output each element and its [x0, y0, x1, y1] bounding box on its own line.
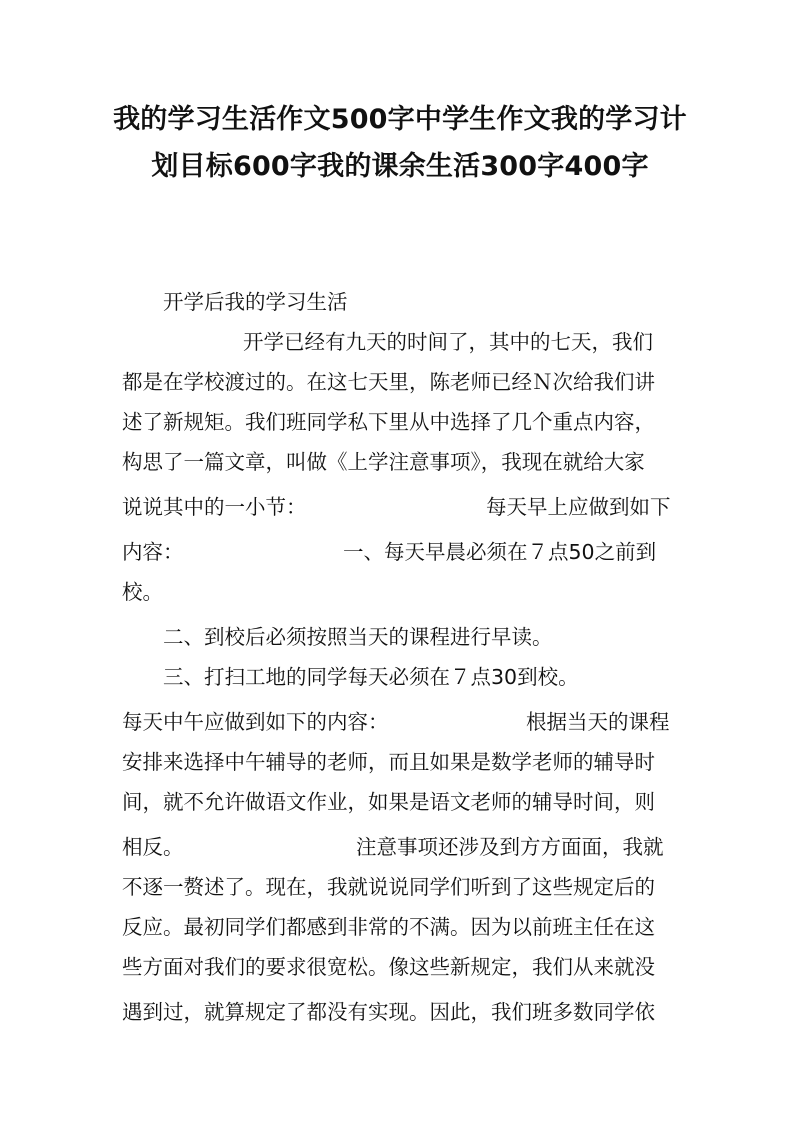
paragraph-line: 构思了一篇文章，叫做《上学注意事项》，我现在就给大家 [122, 450, 645, 474]
paragraph-line: 三、打扫工地的同学每天必须在７点30到校。 [163, 665, 579, 689]
document-title: 我的学习生活作文500字中学生作文我的学习计划目标600字我的课余生活300字400字 [113, 104, 687, 182]
paragraph-line: 不逐一赘述了。现在，我就说说同学们听到了这些规定后的 [122, 875, 655, 899]
paragraph-line: 说说其中的一小节： [122, 495, 307, 519]
paragraph-line: 开学已经有九天的时间了，其中的七天，我们 [243, 330, 653, 354]
paragraph-line: 校。 [122, 580, 163, 604]
paragraph-line: 间，就不允许做语文作业，如果是语文老师的辅导时间，则 [122, 790, 655, 814]
paragraph-line: 每天中午应做到如下的内容： [122, 710, 389, 734]
paragraph-line: 相反。 [122, 835, 184, 859]
paragraph-line: 内容： [122, 540, 184, 564]
paragraph-line: 述了新规矩。我们班同学私下里从中选择了几个重点内容， [122, 410, 655, 434]
paragraph-line: 每天早上应做到如下 [486, 495, 671, 519]
paragraph-line: 二、到校后必须按照当天的课程进行早读。 [163, 625, 553, 649]
paragraph-line: 根据当天的课程 [526, 710, 670, 734]
paragraph-line: 都是在学校渡过的。在这七天里，陈老师已经Ｎ次给我们讲 [122, 370, 655, 394]
paragraph-line: 一、每天早晨必须在７点50之前到 [343, 540, 657, 564]
paragraph-line: 遇到过，就算规定了都没有实现。因此，我们班多数同学依 [122, 1000, 655, 1024]
paragraph-line: 注意事项还涉及到方方面面，我就 [356, 835, 664, 859]
section-heading: 开学后我的学习生活 [163, 290, 348, 314]
paragraph-line: 反应。最初同学们都感到非常的不满。因为以前班主任在这 [122, 915, 655, 939]
paragraph-line: 安排来选择中午辅导的老师，而且如果是数学老师的辅导时 [122, 750, 655, 774]
paragraph-line: 些方面对我们的要求很宽松。像这些新规定，我们从来就没 [122, 955, 655, 979]
